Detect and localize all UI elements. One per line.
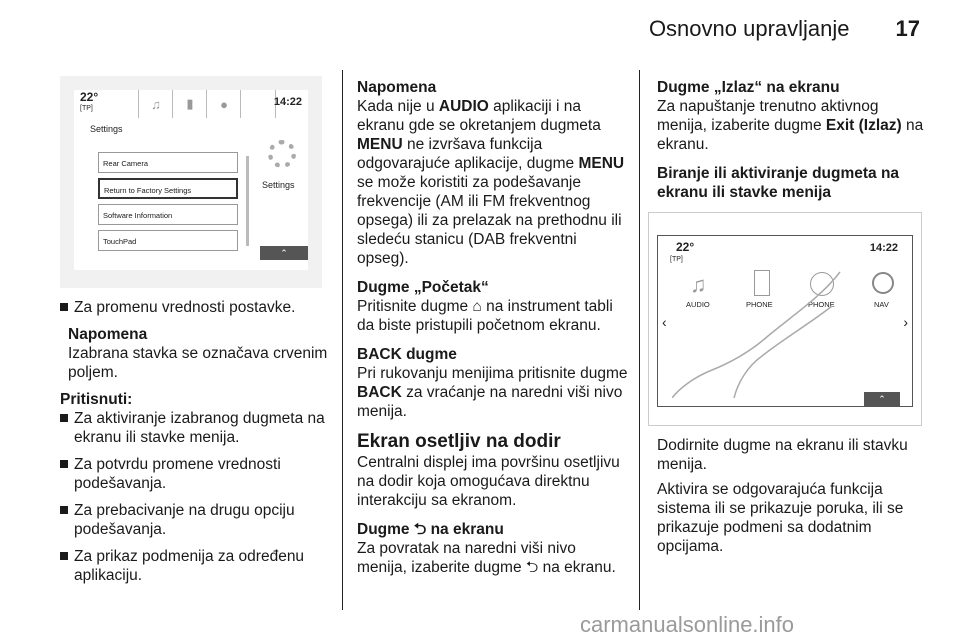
bullet-item <box>60 501 330 539</box>
note-title: Napomena <box>357 79 437 96</box>
press-title: Pritisnuti: <box>60 391 133 408</box>
text: Za povratak na naredni viši nivo menija, izaberite dugme <box>357 540 576 576</box>
bullet-item <box>60 455 330 493</box>
bold-text: MENU <box>357 136 403 153</box>
note-text <box>357 97 629 268</box>
tp-indicator: [TP] <box>670 256 683 263</box>
app-label: PHONE <box>808 300 835 309</box>
bullet-text: Za potvrdu promene vrednosti podešavanja. <box>74 456 281 492</box>
return-arrow-icon: ⮌ <box>413 521 427 538</box>
note-title: Napomena <box>68 326 148 343</box>
bullet-item <box>60 547 330 585</box>
list-item: Software Information <box>98 204 238 225</box>
text: Dugme <box>357 521 414 538</box>
text: Kada nije u <box>357 98 439 115</box>
text: aplikaciji i na ekranu gde se okretanjem dugmeta <box>357 98 601 134</box>
bullet-square-icon <box>60 552 68 560</box>
list-item-selected: Return to Factory Settings <box>98 178 238 199</box>
text: za vraćanje na naredni viši nivo menija. <box>357 384 623 420</box>
page-number: 17 <box>895 16 920 41</box>
bullet-square-icon <box>60 414 68 422</box>
music-icon: ♫ <box>138 90 173 118</box>
text: na ekranu. <box>538 559 616 576</box>
paragraph <box>357 364 629 421</box>
chevron-up-icon: ⌃ <box>864 392 900 406</box>
column-divider <box>342 70 343 610</box>
paragraph: Aktivira se odgovarajuća funkcija sistema ili se prikazuje poruka, ili se prikazuje podmeni sa dodatnim opcijama. <box>657 481 904 555</box>
bold-text: MENU <box>578 155 625 172</box>
text: Za napuštanje trenutno aktivnog menija, izaberite dugme <box>657 98 879 134</box>
chevron-up-icon: ⌃ <box>260 246 308 260</box>
phone-icon: ▮ <box>172 90 207 118</box>
temperature: 22° <box>80 90 99 104</box>
home-icon: ⌂ <box>472 298 482 315</box>
section-title: BACK dugme <box>357 346 457 363</box>
status-bar <box>74 90 308 119</box>
column-divider <box>639 70 640 610</box>
bullet-item <box>60 298 330 317</box>
tab-blank <box>240 90 276 118</box>
section-heading: Ekran osetljiv na dodir <box>357 431 561 452</box>
bold-text: Exit (Izlaz) <box>825 117 902 134</box>
watermark: carmanualsonline.info <box>580 612 795 637</box>
section-title: Dugme „Izlaz“ na ekranu <box>657 79 840 96</box>
music-icon: ♫ <box>690 272 707 297</box>
paragraph <box>657 97 925 154</box>
bullet-square-icon <box>60 506 68 514</box>
info-icon: ● <box>206 90 241 118</box>
bullet-text: Za promenu vrednosti postavke. <box>74 299 296 316</box>
section-title: Dugme „Početak“ <box>357 279 489 296</box>
clock: 14:22 <box>869 242 898 254</box>
scrollbar <box>246 156 249 246</box>
text: na ekranu <box>426 521 504 538</box>
text: ne izvršava funkcija odgovarajuće aplikacije, dugme <box>357 136 579 172</box>
text: Pri rukovanju menijima pritisnite dugme <box>357 365 628 382</box>
chevron-left-icon: ‹ <box>662 314 667 330</box>
tp-indicator: [TP] <box>80 105 93 112</box>
hand-illustration <box>672 266 842 398</box>
return-arrow-icon: ⮌ <box>525 559 539 576</box>
bullet-text: Za prebacivanje na drugu opciju podešavanja. <box>74 502 295 538</box>
list-item: TouchPad <box>98 230 238 251</box>
gear-icon <box>268 140 296 168</box>
bullet-square-icon <box>60 303 68 311</box>
bullet-text: Za aktiviranje izabranog dugmeta na ekranu ili stavke menija. <box>74 410 325 446</box>
text: se može koristiti za podešavanje frekvencije (AM ili FM frekventnog opsega) ili za prelazak na prethodnu ili sledeću stanicu (DAB frekventni opseg). <box>357 174 622 267</box>
settings-heading: Settings <box>90 124 123 134</box>
page-title: Osnovno upravljanje <box>648 16 850 41</box>
section-title: Biranje ili aktiviranje dugmeta na ekranu ili stavke menija <box>657 165 900 201</box>
compass-icon <box>872 272 894 294</box>
bullet-item <box>60 409 330 447</box>
page-header <box>649 16 920 42</box>
paragraph: Centralni displej ima površinu osetljivu na dodir koja omogućava direktnu interakciju sa ekranom. <box>357 454 620 509</box>
settings-label: Settings <box>262 180 295 190</box>
settings-panel <box>74 118 308 270</box>
bullet-square-icon <box>60 460 68 468</box>
clock: 14:22 <box>273 96 302 108</box>
chevron-right-icon: › <box>903 314 908 330</box>
temperature: 22° <box>676 240 695 254</box>
paragraph <box>357 539 629 577</box>
app-label: PHONE <box>746 300 773 309</box>
note-text: Izabrana stavka se označava crvenim poljem. <box>68 345 328 381</box>
text: Pritisnite dugme <box>357 298 473 315</box>
app-label: AUDIO <box>686 300 710 309</box>
home-screen <box>657 235 913 407</box>
text: na instrument tabli da biste pristupili početnom ekranu. <box>357 298 613 334</box>
bullet-text: Za prikaz podmenija za određenu aplikaciju. <box>74 548 305 584</box>
paragraph <box>357 297 629 335</box>
section-title <box>357 520 629 539</box>
paragraph: Dodirnite dugme na ekranu ili stavku menija. <box>657 437 908 473</box>
settings-screen-image <box>60 76 322 288</box>
list-item: Rear Camera <box>98 152 238 173</box>
bold-text: BACK <box>357 384 402 401</box>
text: na ekranu. <box>657 117 924 153</box>
app-label: NAV <box>874 300 889 309</box>
bold-text: AUDIO <box>438 98 489 115</box>
touch-screen-image <box>648 212 922 426</box>
